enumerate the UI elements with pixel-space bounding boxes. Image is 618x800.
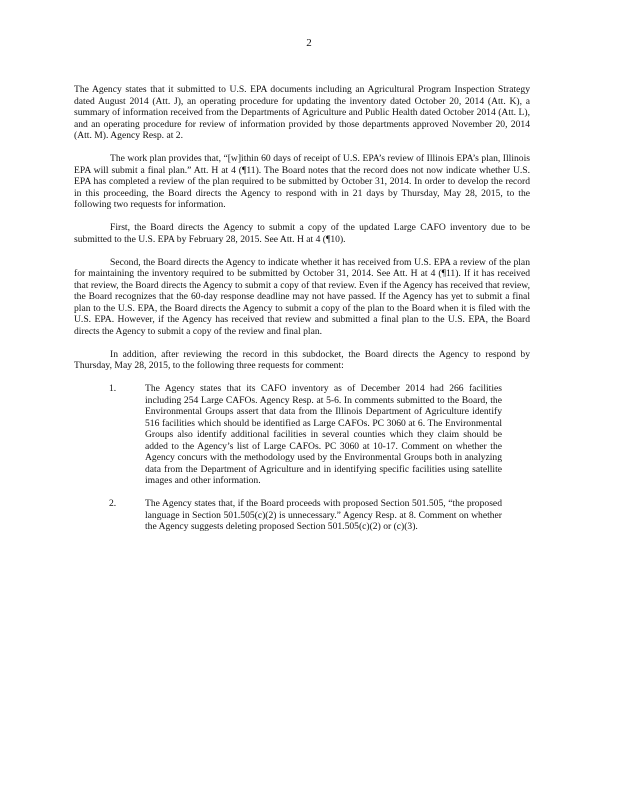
paragraph-work-plan: The work plan provides that, “[w]ithin 60 days of receipt of U.S. EPA’s review of Illinois EPA’s plan, Illinois EPA will submit a final plan.” Att. H at 4 (¶11). The Board notes that the record does not now indicate whether U.S. EPA has completed a review of the plan required to be submitted by October 31, 2014. In order to develop the record in this proceeding, the Board directs the Agency to respond with in 21 days by Thursday, May 28, 2015, to the following two requests for information. — [74, 153, 530, 210]
paragraph-second-request: Second, the Board directs the Agency to indicate whether it has received from U.S. EPA a review of the plan for maintaining the inventory required to be submitted by October 31, 2014. See Att. H at 4 (¶11). If it has received that review, the Board directs the Agency to submit a copy of that review. Even if the Agency has received that review, the Board recognizes that the 60-day response deadline may not have passed. If the Agency has yet to submit a final plan to the U.S. EPA, the Board directs the Agency to submit a copy of the plan to the Board when it is filed with the U.S. EPA. However, if the Agency has received that review and submitted a final plan to the U.S. EPA, the Board directs the Agency to submit a copy of the review and final plan. — [74, 256, 530, 337]
list-item — [74, 383, 530, 487]
paragraph-first-request: First, the Board directs the Agency to submit a copy of the updated Large CAFO inventory due to be submitted to the U.S. EPA by February 28, 2015. See Att. H at 4 (¶10). — [74, 222, 530, 245]
paragraph-in-addition: In addition, after reviewing the record in this subdocket, the Board directs the Agency to respond by Thursday, May 28, 2015, to the following three requests for comment: — [74, 348, 530, 371]
requests-for-comment-list — [74, 383, 530, 533]
page-number: 2 — [306, 37, 312, 49]
list-item — [74, 498, 530, 533]
list-item-text: The Agency states that, if the Board proceeds with proposed Section 501.505, “the proposed language in Section 501.505(c)(2) is unnecessary.” Agency Resp. at 8. Comment on whether the Agency suggests deleting proposed Section 501.505(c)(2) or (c)(3). — [145, 498, 502, 532]
document-body — [74, 84, 530, 544]
paragraph-agency-submission: The Agency states that it submitted to U.S. EPA documents including an Agricultural Program Inspection Strategy dated August 2014 (Att. J), an operating procedure for updating the inventory dated October 20, 2014 (Att. K), a summary of information received from the Departments of Agriculture and Public Health dated October 2014 (Att. L), and an operating procedure for review of information provided by those departments approved November 20, 2014 (Att. M). Agency Resp. at 2. — [74, 84, 530, 141]
list-item-text: The Agency states that its CAFO inventory as of December 2014 had 266 facilities including 254 Large CAFOs. Agency Resp. at 5-6. In comments submitted to the Board, the Environmental Groups assert that data from the Illinois Department of Agriculture identify 516 facilities which should be identified as Large CAFOs. PC 3060 at 6. The Environmental Groups also identify additional facilities in several counties which they claim should be added to the Agency’s list of Large CAFOs. PC 3060 at 10-17. Comment on whether the Agency concurs with the methodology used by the Environmental Groups both in analyzing data from the Department of Agriculture and in identifying specific facilities using satellite images and other information. — [145, 383, 502, 486]
list-item-number: 2. — [109, 498, 117, 509]
list-item-number: 1. — [109, 383, 117, 394]
